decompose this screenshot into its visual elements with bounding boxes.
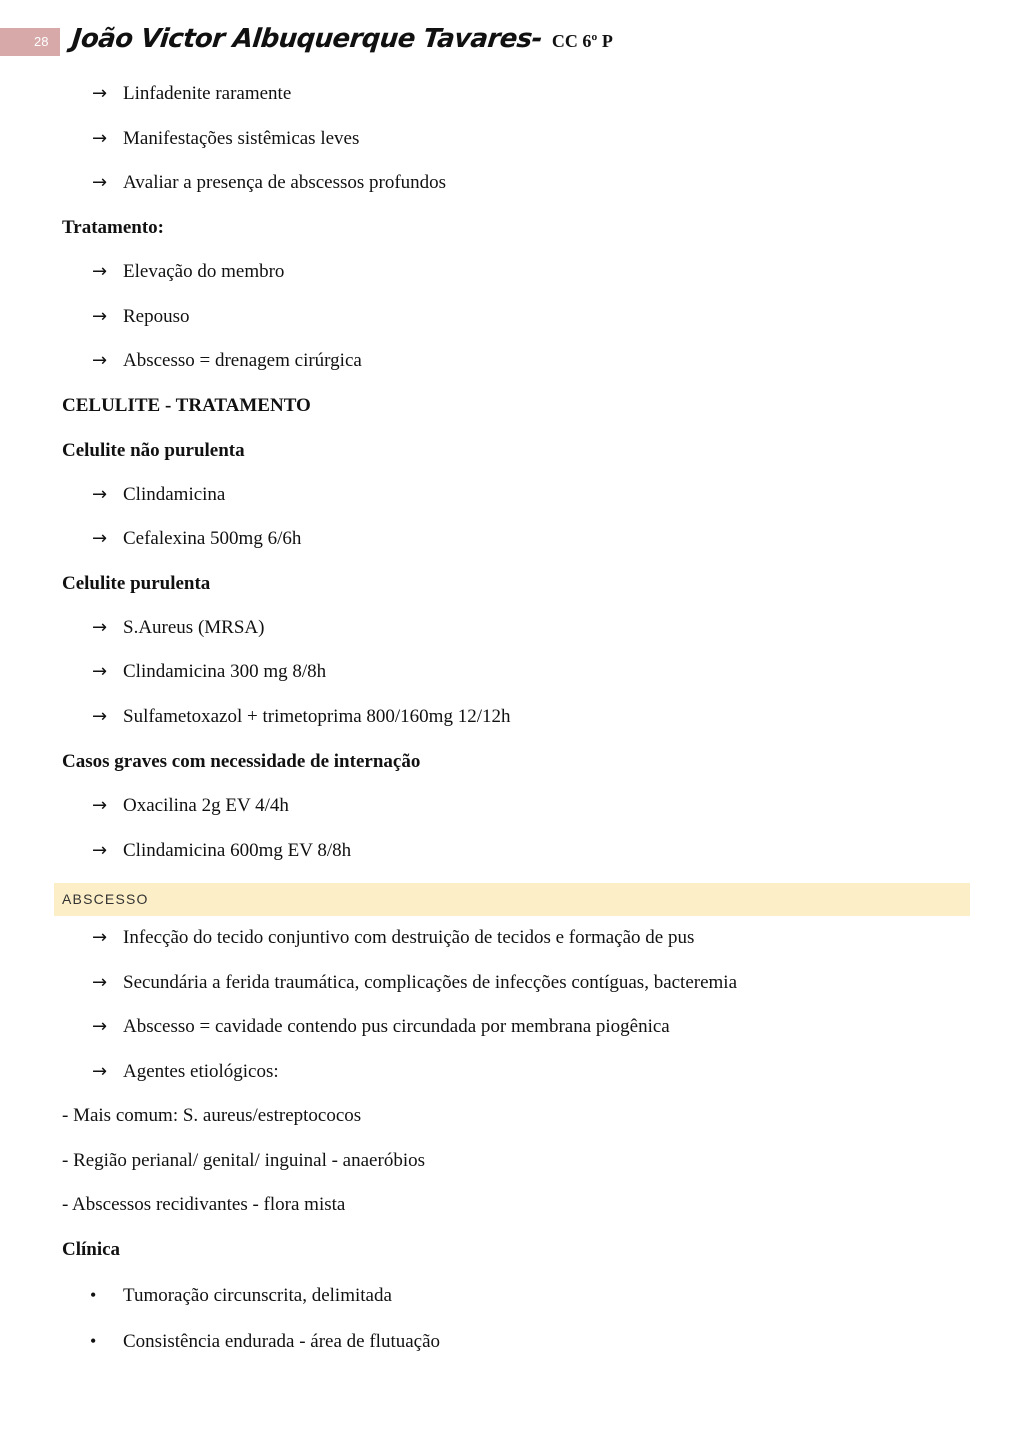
arrow-right-icon: →	[92, 83, 108, 104]
list-item-text: Infecção do tecido conjuntivo com destruição de tecidos e formação de pus	[123, 927, 695, 948]
list-item-text: Clindamicina	[123, 484, 226, 505]
heading-casos-graves: Casos graves com necessidade de internação	[62, 751, 421, 772]
list-item-text: Manifestações sistêmicas leves	[123, 128, 360, 149]
list-item	[92, 527, 301, 551]
arrow-right-icon: →	[92, 528, 108, 549]
list-item	[92, 171, 446, 195]
list-item	[92, 1060, 279, 1084]
heading-celulite-nao-purulenta: Celulite não purulenta	[62, 440, 245, 461]
heading-tratamento: Tratamento:	[62, 217, 165, 238]
list-item	[92, 349, 362, 373]
arrow-right-icon: →	[92, 306, 108, 327]
arrow-right-icon: →	[92, 795, 108, 816]
author-name: João Victor Albuquerque Tavares-	[70, 24, 544, 54]
list-item-text: Abscesso = drenagem cirúrgica	[123, 350, 362, 371]
arrow-right-icon: →	[92, 706, 108, 727]
agent-line: - Abscessos recidivantes - flora mista	[62, 1194, 346, 1215]
arrow-right-icon: →	[92, 661, 108, 682]
list-item-text: Elevação do membro	[123, 261, 285, 282]
arrow-right-icon: →	[92, 172, 108, 193]
arrow-right-icon: →	[92, 350, 108, 371]
section-header-abscesso	[54, 883, 970, 916]
list-item	[92, 839, 351, 863]
list-item	[92, 82, 291, 106]
list-item-text: Tumoração circunscrita, delimitada	[123, 1285, 392, 1306]
list-item-text: Repouso	[123, 306, 190, 327]
list-item-text: S.Aureus (MRSA)	[123, 617, 265, 638]
agent-line: - Região perianal/ genital/ inguinal - anaeróbios	[62, 1150, 425, 1171]
agent-line: - Mais comum: S. aureus/estreptococos	[62, 1105, 362, 1126]
list-item-text: Avaliar a presença de abscessos profundos	[123, 172, 447, 193]
list-item	[92, 926, 694, 950]
section-title: ABSCESSO	[62, 891, 149, 907]
arrow-right-icon: →	[92, 927, 108, 948]
list-item-text: Secundária a ferida traumática, complicações de infecções contíguas, bacteremia	[123, 972, 738, 993]
arrow-right-icon: →	[92, 840, 108, 861]
list-item-text: Sulfametoxazol + trimetoprima 800/160mg 12/12h	[123, 706, 511, 727]
heading-celulite-purulenta: Celulite purulenta	[62, 573, 211, 594]
course-label: CC 6º P	[551, 31, 613, 51]
list-item-text: Clindamicina 600mg EV 8/8h	[123, 840, 352, 861]
list-item	[92, 127, 359, 151]
arrow-right-icon: →	[92, 972, 108, 993]
list-item	[92, 483, 225, 507]
arrow-right-icon: →	[92, 484, 108, 505]
heading-celulite-tratamento: CELULITE - TRATAMENTO	[62, 395, 311, 416]
bullet-icon: •	[90, 1331, 97, 1351]
list-item	[92, 660, 326, 684]
page-header	[72, 24, 613, 64]
list-item-text: Abscesso = cavidade contendo pus circundada por membrana piogênica	[123, 1016, 670, 1037]
list-item	[92, 794, 289, 818]
arrow-right-icon: →	[92, 128, 108, 149]
list-item	[92, 1015, 670, 1039]
list-item	[92, 260, 284, 284]
list-item-text: Clindamicina 300 mg 8/8h	[123, 661, 327, 682]
bullet-icon: •	[90, 1285, 97, 1305]
list-item	[92, 705, 511, 729]
list-item-text: Agentes etiológicos:	[123, 1061, 279, 1082]
list-item-text: Linfadenite raramente	[123, 83, 292, 104]
heading-clinica: Clínica	[62, 1239, 121, 1260]
page-number: 28	[0, 28, 60, 56]
list-item	[92, 305, 190, 329]
list-item	[90, 1283, 392, 1308]
arrow-right-icon: →	[92, 261, 108, 282]
list-item	[92, 616, 264, 640]
list-item-text: Cefalexina 500mg 6/6h	[123, 528, 302, 549]
list-item	[90, 1329, 440, 1354]
arrow-right-icon: →	[92, 1061, 108, 1082]
arrow-right-icon: →	[92, 617, 108, 638]
list-item-text: Consistência endurada - área de flutuação	[123, 1331, 441, 1352]
arrow-right-icon: →	[92, 1016, 108, 1037]
list-item-text: Oxacilina 2g EV 4/4h	[123, 795, 289, 816]
list-item	[92, 971, 737, 995]
